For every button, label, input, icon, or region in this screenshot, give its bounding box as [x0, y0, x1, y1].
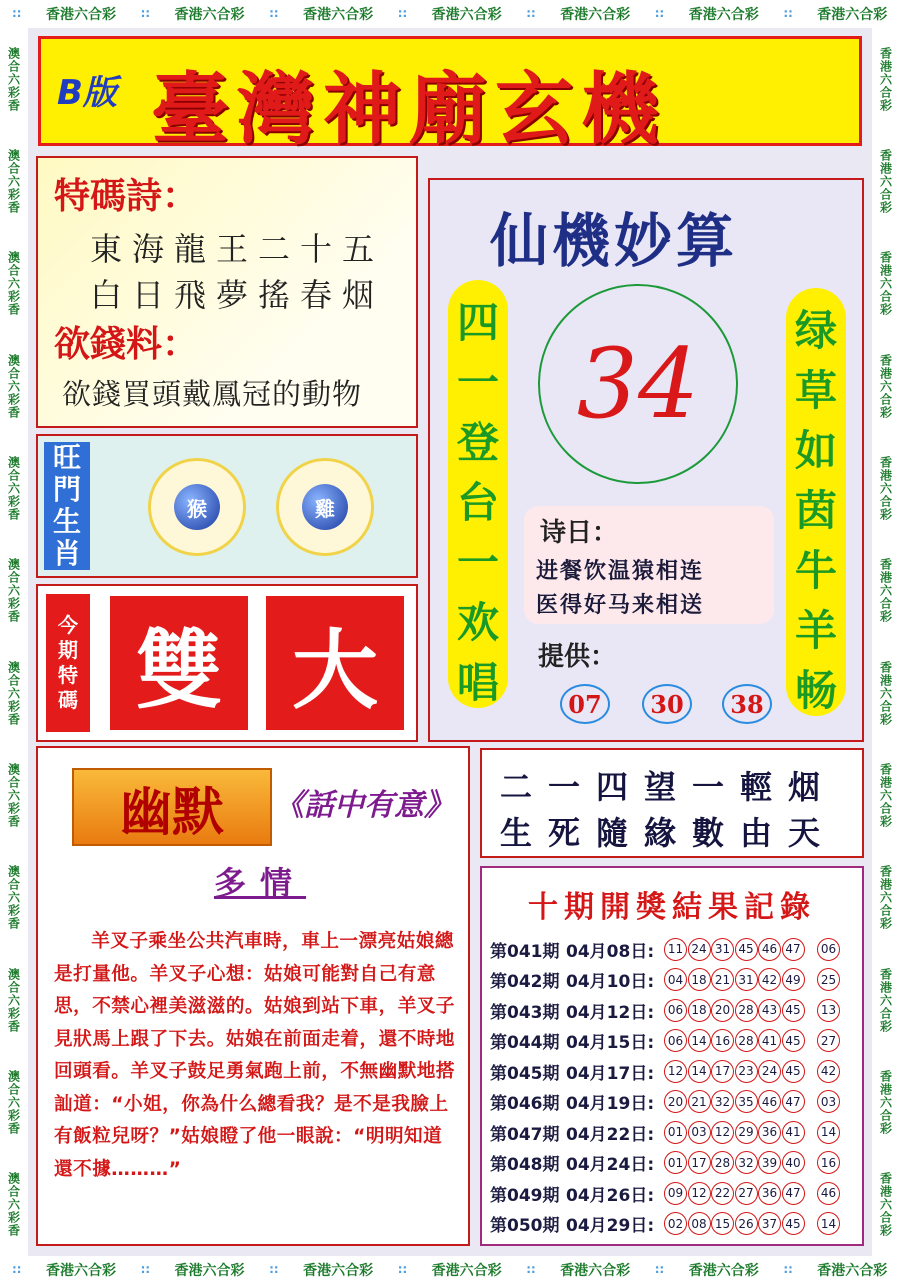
- result-number-ball: 31: [735, 968, 758, 991]
- result-number-ball: 29: [735, 1121, 758, 1144]
- result-number-ball: 21: [711, 968, 734, 991]
- frame-text: 香港六合彩: [817, 7, 888, 23]
- special-char-double: 雙: [110, 596, 248, 730]
- result-number-ball: 02: [664, 1212, 687, 1235]
- results-box: [480, 866, 864, 1246]
- result-number-ball: 21: [688, 1090, 711, 1113]
- result-number-ball: 16: [711, 1029, 734, 1052]
- result-number-ball: 40: [782, 1151, 805, 1174]
- frame-side-text: 澳合六彩香: [6, 1069, 21, 1135]
- frame-side-text: 香港六合彩: [878, 1172, 893, 1238]
- small-poem-line-1: 进餐饮温猿相连: [536, 559, 705, 584]
- frame-side-text: 香港六合彩: [878, 762, 893, 828]
- result-special-ball: 42: [817, 1060, 840, 1083]
- result-number-ball: 37: [758, 1212, 781, 1235]
- result-number-ball: 18: [688, 999, 711, 1022]
- frame-side-text: 澳合六彩香: [6, 1172, 21, 1238]
- verse-char: 草: [794, 366, 837, 415]
- result-number-ball: 28: [711, 1151, 734, 1174]
- poem-line-2: 白日飛夢搖春烟: [90, 276, 385, 314]
- frame-side-text: 香港六合彩: [878, 660, 893, 726]
- frame-dots: ∷: [12, 7, 21, 21]
- zodiac-label-char: 門: [52, 472, 81, 506]
- frame-side-text: 香港六合彩: [878, 865, 893, 931]
- result-number-ball: 45: [782, 1060, 805, 1083]
- result-number-ball: 36: [758, 1182, 781, 1205]
- verse-box: [480, 748, 864, 858]
- result-number-ball: 20: [711, 999, 734, 1022]
- result-row: [490, 1117, 841, 1147]
- right-verse-pill: [786, 288, 846, 716]
- result-date: 04月10日:: [566, 972, 655, 992]
- result-number-ball: 47: [782, 1182, 805, 1205]
- provided-number: 07: [560, 684, 610, 724]
- frame-dots: ∷: [141, 1263, 150, 1277]
- verse-char: 绿: [794, 306, 837, 355]
- result-date: 04月15日:: [566, 1033, 655, 1053]
- humor-subtitle: 《話中有意》: [274, 788, 454, 823]
- result-special-ball: 16: [817, 1151, 840, 1174]
- frame-dots: ∷: [655, 1263, 664, 1277]
- rooster-icon: 雞: [302, 484, 348, 530]
- frame-text: 香港六合彩: [174, 1263, 245, 1279]
- zodiac-label-char: 旺: [52, 440, 81, 474]
- small-poem-box: [524, 506, 774, 624]
- result-number-ball: 01: [664, 1151, 687, 1174]
- result-date: 04月24日:: [566, 1155, 655, 1175]
- frame-dots: ∷: [526, 7, 536, 21]
- frame-side-text: 香港六合彩: [878, 46, 893, 112]
- result-number-ball: 27: [735, 1182, 758, 1205]
- riddle-label: 欲錢料：: [54, 323, 199, 365]
- result-number-ball: 39: [758, 1151, 781, 1174]
- result-number-ball: 47: [782, 1090, 805, 1113]
- result-number-ball: 45: [782, 1029, 805, 1052]
- verse-char: 唱: [456, 658, 499, 707]
- verse-char: 欢: [456, 598, 499, 647]
- prediction-title: 仙機妙算: [490, 207, 739, 275]
- edition-badge: B版: [57, 73, 117, 113]
- frame-text: 香港六合彩: [174, 7, 245, 23]
- special-label-char: 期: [58, 638, 78, 662]
- result-special-ball: 14: [817, 1121, 840, 1144]
- result-row: [490, 1148, 841, 1178]
- frame-text: 香港六合彩: [46, 7, 116, 23]
- frame-side-text: 香港六合彩: [878, 967, 893, 1033]
- header-banner: [38, 36, 862, 155]
- main-panel: [28, 28, 872, 1256]
- poem-box: [36, 156, 418, 428]
- result-period: 第043期: [490, 1002, 560, 1023]
- frame-side-text: 香港六合彩: [878, 251, 893, 317]
- frame-dots: ∷: [269, 7, 278, 21]
- left-verse-pill: [448, 280, 508, 708]
- result-period: 第044期: [490, 1033, 560, 1053]
- zodiac-label-char: 生: [52, 505, 81, 538]
- result-special-ball: 25: [817, 968, 840, 991]
- frame-text: 香港六合彩: [560, 7, 631, 23]
- zodiac-label-char: 肖: [52, 537, 81, 571]
- result-number-ball: 41: [758, 1029, 781, 1052]
- frame-side-text: 澳合六彩香: [6, 865, 21, 931]
- result-row: [490, 965, 841, 995]
- result-number-ball: 49: [782, 968, 805, 991]
- zodiac-ball-monkey: [148, 458, 246, 556]
- frame-dots: ∷: [269, 1263, 278, 1277]
- frame-side-text: 香港六合彩: [878, 558, 893, 624]
- result-number-ball: 11: [664, 938, 687, 961]
- frame-side-text: 澳合六彩香: [6, 558, 21, 624]
- frame-text: 香港六合彩: [303, 7, 374, 23]
- result-date: 04月22日:: [566, 1124, 655, 1145]
- small-poem-head: 诗日：: [540, 518, 619, 548]
- result-number-ball: 12: [664, 1060, 687, 1083]
- results-title: 十期開獎結果記錄: [528, 890, 816, 925]
- result-number-ball: 01: [664, 1121, 687, 1144]
- result-row: [490, 1056, 841, 1086]
- result-row: [490, 934, 841, 964]
- frame-text: 香港六合彩: [688, 7, 759, 23]
- result-period: 第050期: [490, 1216, 560, 1236]
- verse-char: 茵: [794, 486, 837, 535]
- result-number-ball: 35: [735, 1090, 758, 1113]
- result-number-ball: 47: [782, 938, 805, 961]
- verse-line-2: 生死隨緣數由天: [500, 814, 837, 852]
- poem-label: 特碼詩：: [54, 175, 199, 217]
- lucky-number-circle: [538, 284, 738, 484]
- result-special-ball: 46: [817, 1182, 840, 1205]
- result-number-ball: 14: [688, 1029, 711, 1052]
- frame-side-text: 香港六合彩: [878, 353, 893, 419]
- frame-text: 香港六合彩: [431, 1263, 502, 1279]
- result-row: [490, 1026, 841, 1056]
- provided-number: 30: [642, 684, 692, 724]
- result-number-ball: 32: [735, 1151, 758, 1174]
- result-number-ball: 20: [664, 1090, 687, 1113]
- result-number-ball: 22: [711, 1182, 734, 1205]
- frame-side-text: 香港六合彩: [878, 148, 893, 214]
- frame-bottom-border: [0, 1256, 900, 1284]
- result-date: 04月29日:: [566, 1216, 655, 1236]
- frame-side-text: 澳合六彩香: [6, 46, 21, 112]
- result-date: 04月26日:: [566, 1185, 655, 1206]
- result-number-ball: 12: [688, 1182, 711, 1205]
- small-poem-line-2: 医得好马来相送: [536, 593, 705, 618]
- frame-dots: ∷: [526, 1263, 536, 1277]
- result-number-ball: 18: [688, 968, 711, 991]
- special-label-char: 碼: [58, 688, 78, 712]
- verse-char: 一: [456, 538, 499, 587]
- frame-dots: ∷: [655, 7, 664, 21]
- special-label-char: 特: [58, 663, 78, 687]
- frame-side-text: 澳合六彩香: [6, 251, 21, 317]
- result-row: [490, 1178, 841, 1208]
- provide-label: 提供：: [538, 642, 617, 672]
- result-date: 04月19日:: [566, 1094, 655, 1114]
- provided-number: 38: [722, 684, 772, 724]
- result-number-ball: 17: [711, 1060, 734, 1083]
- frame-text: 香港六合彩: [688, 1263, 759, 1279]
- frame-side-text: 澳合六彩香: [6, 967, 21, 1033]
- frame-dots: ∷: [783, 7, 793, 21]
- result-special-ball: 27: [817, 1029, 840, 1052]
- frame-dots: ∷: [398, 7, 407, 21]
- result-period: 第047期: [490, 1124, 560, 1145]
- result-period: 第049期: [490, 1185, 560, 1206]
- zodiac-ball-rooster: [276, 458, 374, 556]
- result-row: [490, 995, 841, 1025]
- prediction-box: [428, 178, 864, 742]
- result-number-ball: 45: [735, 938, 758, 961]
- humor-box: [36, 746, 470, 1246]
- special-label-char: 今: [58, 613, 78, 637]
- verse-char: 一: [456, 358, 499, 407]
- frame-dots: ∷: [141, 7, 150, 21]
- frame-right-border: [872, 28, 900, 1256]
- result-number-ball: 14: [688, 1060, 711, 1083]
- frame-text: 香港六合彩: [560, 1263, 631, 1279]
- result-number-ball: 06: [664, 1029, 687, 1052]
- frame-top-border: [0, 0, 900, 28]
- zodiac-label: [44, 442, 90, 570]
- result-number-ball: 43: [758, 999, 781, 1022]
- result-special-ball: 06: [817, 938, 840, 961]
- result-period: 第042期: [490, 972, 560, 992]
- frame-left-border: [0, 28, 28, 1256]
- result-special-ball: 14: [817, 1212, 840, 1235]
- result-number-ball: 08: [688, 1212, 711, 1235]
- verse-line-1: 二一四望一輕烟: [500, 768, 837, 806]
- result-number-ball: 24: [758, 1060, 781, 1083]
- riddle-text: 欲錢買頭戴鳳冠的動物: [62, 377, 363, 411]
- result-number-ball: 03: [688, 1121, 711, 1144]
- lucky-number: 34: [576, 328, 700, 440]
- result-number-ball: 45: [782, 999, 805, 1022]
- frame-text: 香港六合彩: [303, 1263, 374, 1279]
- special-char-big: 大: [266, 596, 404, 730]
- result-number-ball: 46: [758, 1090, 781, 1113]
- special-label: [46, 594, 90, 732]
- frame-text: 香港六合彩: [431, 7, 502, 23]
- frame-text: 香港六合彩: [46, 1263, 116, 1279]
- result-number-ball: 28: [735, 1029, 758, 1052]
- result-number-ball: 04: [664, 968, 687, 991]
- result-date: 04月08日:: [566, 941, 655, 962]
- frame-side-text: 澳合六彩香: [6, 455, 21, 521]
- result-number-ball: 17: [688, 1151, 711, 1174]
- result-row: [490, 1087, 841, 1117]
- frame-text: 香港六合彩: [817, 1263, 888, 1279]
- result-number-ball: 23: [735, 1060, 758, 1083]
- humor-story: 羊叉子乘坐公共汽車時，車上一漂亮姑娘總是打量他。羊叉子心想：姑娘可能對自己有意思，不禁心裡美滋滋的。姑娘到站下車，羊叉子見狀馬上跟了下去。姑娘在前面走着，還不時地回頭看。羊叉子鼓足勇氣跑上前，不無幽默地搭訕道：“小姐，你為什么總看我？是不是我臉上有飯粒兒呀？”姑娘瞪了他一眼說：“明明知道還不據………”: [54, 931, 455, 1180]
- result-number-ball: 28: [735, 999, 758, 1022]
- frame-side-text: 澳合六彩香: [6, 148, 21, 214]
- verse-char: 畅: [794, 666, 837, 715]
- result-number-ball: 42: [758, 968, 781, 991]
- frame-side-text: 澳合六彩香: [6, 762, 21, 828]
- verse-char: 牛: [794, 546, 837, 595]
- verse-char: 羊: [794, 606, 837, 655]
- result-number-ball: 12: [711, 1121, 734, 1144]
- frame-side-text: 香港六合彩: [878, 455, 893, 521]
- frame-side-text: 澳合六彩香: [6, 660, 21, 726]
- verse-char: 如: [794, 426, 837, 475]
- special-code-box: [36, 584, 418, 742]
- result-number-ball: 24: [688, 938, 711, 961]
- result-number-ball: 15: [711, 1212, 734, 1235]
- result-special-ball: 13: [817, 999, 840, 1022]
- frame-side-text: 香港六合彩: [878, 1069, 893, 1135]
- result-number-ball: 45: [782, 1212, 805, 1235]
- result-period: 第045期: [490, 1063, 560, 1084]
- monkey-icon: 猴: [174, 484, 220, 530]
- result-number-ball: 09: [664, 1182, 687, 1205]
- result-period: 第048期: [490, 1155, 560, 1175]
- frame-dots: ∷: [398, 1263, 407, 1277]
- humor-badge: 幽默: [72, 768, 272, 846]
- result-number-ball: 26: [735, 1212, 758, 1235]
- verse-char: 台: [456, 478, 499, 527]
- result-period: 第046期: [490, 1094, 560, 1114]
- result-number-ball: 41: [782, 1121, 805, 1144]
- result-number-ball: 32: [711, 1090, 734, 1113]
- humor-title: 多情: [214, 864, 307, 902]
- result-date: 04月12日:: [566, 1002, 655, 1023]
- zodiac-box: [36, 434, 418, 578]
- result-number-ball: 06: [664, 999, 687, 1022]
- result-special-ball: 03: [817, 1090, 840, 1113]
- poem-line-1: 東海龍王二十五: [90, 230, 385, 268]
- page-title: 臺灣神廟玄機: [151, 64, 668, 155]
- verse-char: 四: [456, 298, 499, 347]
- result-number-ball: 36: [758, 1121, 781, 1144]
- result-row: [490, 1209, 841, 1239]
- frame-dots: ∷: [783, 1263, 793, 1277]
- frame-dots: ∷: [12, 1263, 21, 1277]
- verse-char: 登: [456, 418, 499, 467]
- frame-side-text: 澳合六彩香: [6, 353, 21, 419]
- result-number-ball: 31: [711, 938, 734, 961]
- result-number-ball: 46: [758, 938, 781, 961]
- result-date: 04月17日:: [566, 1063, 655, 1084]
- result-period: 第041期: [490, 941, 560, 962]
